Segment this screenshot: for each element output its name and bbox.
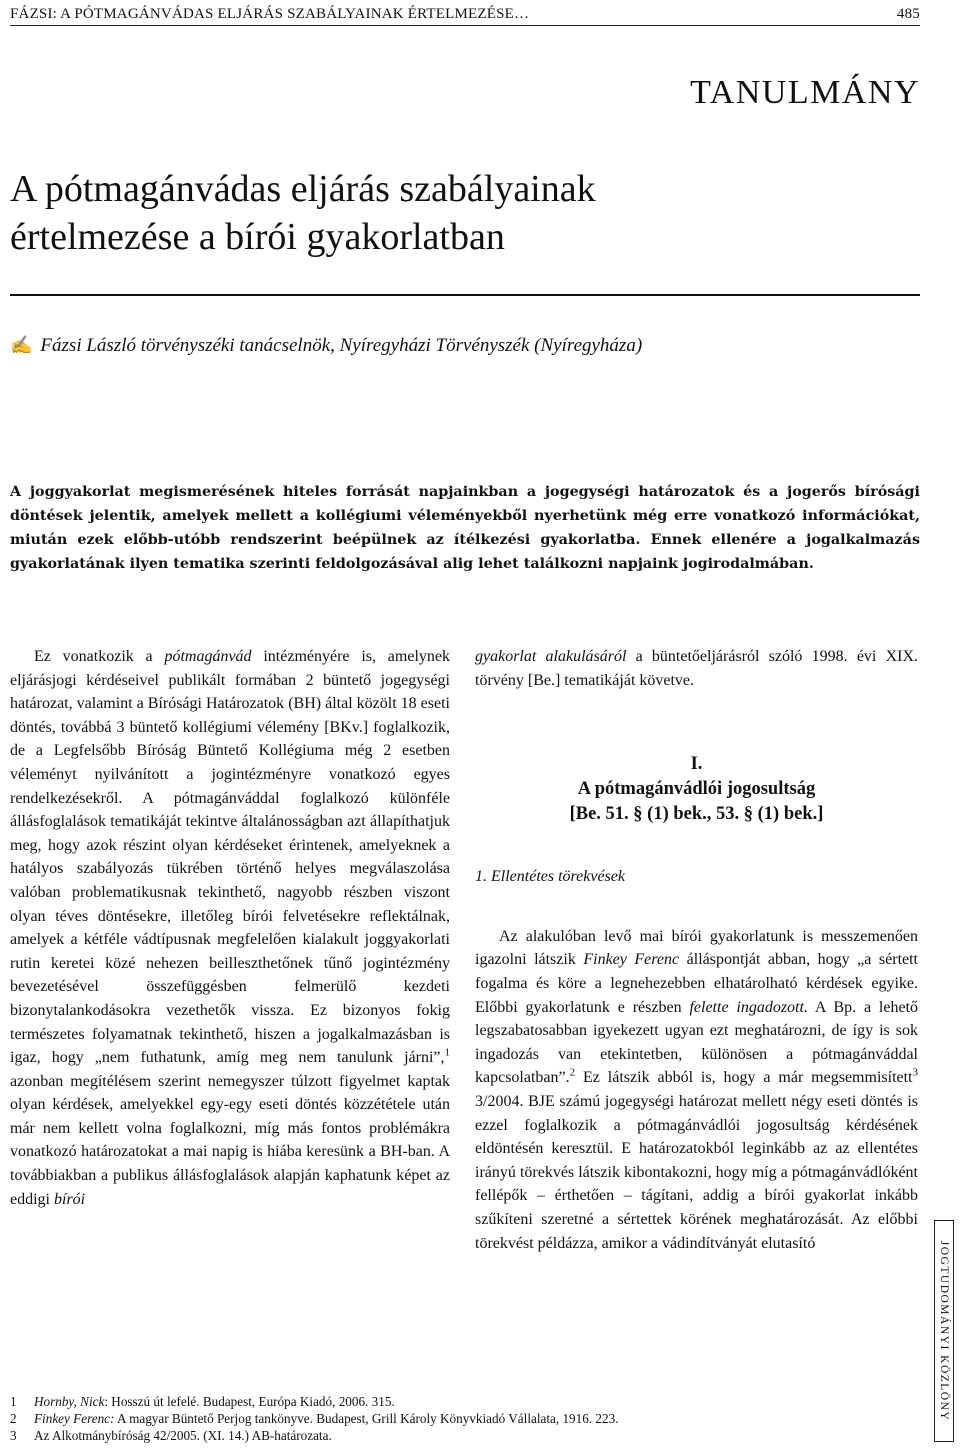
article-title-line-2: értelmezése a bírói gyakorlatban xyxy=(10,216,505,258)
body-paragraph: Ez vonatkozik a pótmagánvád intézményére is, amelynek eljárásjogi kérdéseivel publikált formában 2 büntető jogegységi határozat, valamint a Bírósági Határozatok (BH) által közölt 18 eseti döntés, továbbá 3 büntető kollégiumi vélemény [BKv.] foglalkozik, de a Legfelsőbb Bíróság Büntető Kollégiuma még 2 esetben véleményt nyilvánított a jogintézményre vonatkozó egyes rendelkezésekről. A pótmagánváddal foglalkozó különféle állásfoglalások tematikáját tekintve általánosságban azt állapíthatjuk meg, hogy azok részint olyan kérdéseket érintenek, amelyeknek a hatályos szabályozás tükrében történő helyes megválaszolása valóban problematikusnak tekinthető, nagyobb részben viszont olyan téves döntésekre, illetőleg bírói felvetésekre reflektálnak, amelyek a kétféle vádtípusnak megfelelően kialakult joggyakorlati rutin keretei közé nehezen beilleszthetőnek tűnő jogintézmény bevezetésével összefüggésben felmerülő kezdeti bizonytalankodásokra vezethetők vissza. Ez bizonyos fokig természetes folyamatnak tekinthető, hiszen a jogalkalmazásban is igaz, hogy „nem futhatunk, amíg meg nem tanulunk járni”,$^1$ azonban megítélésem szerint nemegyszer túlzott figyelmet kaptak olyan kérdések, amelyekkel egy-egy eseti döntés közzététele után már nem kellett volna foglalkozni, míg más fontos problémákra vonatkozó határozatokat a mai napig is hiába keresünk a BH-ban. A továbbiakban a publikus állásfoglalások alapján kaphatunk képet az eddigi bírói xyxy=(10,648,450,1208)
section-number: I. xyxy=(690,754,703,775)
footnote: 3 Az Alkotmánybíróság 42/2005. (XI. 14.) AB-határozata. xyxy=(10,1428,332,1443)
running-head xyxy=(10,3,920,26)
section-heading xyxy=(475,752,918,827)
footnote-ref-2[interactable]: 2 xyxy=(569,1067,576,1080)
footnote-ref-1[interactable]: 1 xyxy=(444,1046,450,1059)
byline xyxy=(10,332,642,359)
footnotes xyxy=(10,1393,910,1444)
body-column-left xyxy=(10,645,450,1211)
section-title: A pótmagánvádlói jogosultság xyxy=(577,779,816,800)
title-divider xyxy=(10,294,920,296)
abstract: A joggyakorlat megismerésének hiteles forrását napjainkban a jogegységi határozatok és a jogerős bírósági döntések jelentik, amelyek mellett a kollégiumi véleményekből nyerhetünk még erre vonatkozó információkat, miután ezek előbb-utóbb rendszerint beépülnek az ítélkezési gyakorlatba. Ennek ellenére a jogalkalmazás gyakorlatának ilyen tematika szerinti feldolgozásával alig lehet találkozni napjaink jogirodalmában. xyxy=(10,484,920,572)
body-paragraph: Az alakulóban levő mai bírói gyakorlatunk is messzemenően igazolni látszik Finkey Ferenc álláspontját abban, hogy „a sértett fogalma és köre a legnehezebben elhatárolható kérdések egyike. Előbbi gyakorlatunk e részben felette ingadozott. A Bp. a lehető legszabatosabban igyekezett ugyan ezt meghatározni, de így is sok ingadozás van etekintetben, különösen a pótmagánváddal kapcsolatban”.$^2$ Ez látszik abból is, hogy a már megsemmisített$^3$ 3/2004. BJE számú jogegységi határozat mellett négy eseti döntés is ezzel foglalkozik a pótmagánvádlói jogosultság kérdésének eldöntésén keresztül. E határozatokból leginkább az az ellentétes irányú törekvés látszik kibontakozni, hogy míg a pótmagánvádlóként fellépők – érthetően – tágítani, addig a bírói gyakorlat inkább szűkíteni szeretné a sértettek körének meghatározását. Az előbbi törekvést példázza, amikor a vádindítványát elutasító xyxy=(475,927,919,1252)
running-title: FÁZSI: A PÓTMAGÁNVÁDAS ELJÁRÁS SZABÁLYAINAK ÉRTELMEZÉSE… xyxy=(10,6,530,22)
journal-side-tab xyxy=(934,1220,954,1442)
article-title-line-1: A pótmagánvádas eljárás szabályainak xyxy=(10,168,596,210)
body-column-right xyxy=(475,645,918,1255)
footnote: 1 Hornby, Nick: Hosszú út lefelé. Budapest, Európa Kiadó, 2006. 315. xyxy=(10,1394,395,1409)
page-number: 485 xyxy=(896,6,920,22)
journal-name: JOGTUDOMÁNYI KÖZLÖNY xyxy=(938,1240,951,1422)
article-title xyxy=(10,165,810,261)
footnote: 2 Finkey Ferenc: A magyar Büntető Perjog tankönyve. Budapest, Grill Károly Könyvkiadó Vállalata, 1916. 223. xyxy=(10,1411,619,1426)
body-paragraph-continued: gyakorlat alakulásáról a büntetőeljárásról szóló 1998. évi XIX. törvény [Be.] tematikáját követve. xyxy=(475,648,919,689)
writing-hand-icon: ✍ xyxy=(10,335,33,355)
footnote-ref-3[interactable]: 3 xyxy=(912,1067,918,1080)
section-reference: [Be. 51. § (1) bek., 53. § (1) bek.] xyxy=(569,804,824,825)
byline-text: Fázsi László törvényszéki tanácselnök, Nyíregyházi Törvényszék (Nyíregyháza) xyxy=(40,335,643,356)
section-label: TANULMÁNY xyxy=(690,74,920,111)
subsection-heading: 1. Ellentétes törekvések xyxy=(475,868,625,886)
